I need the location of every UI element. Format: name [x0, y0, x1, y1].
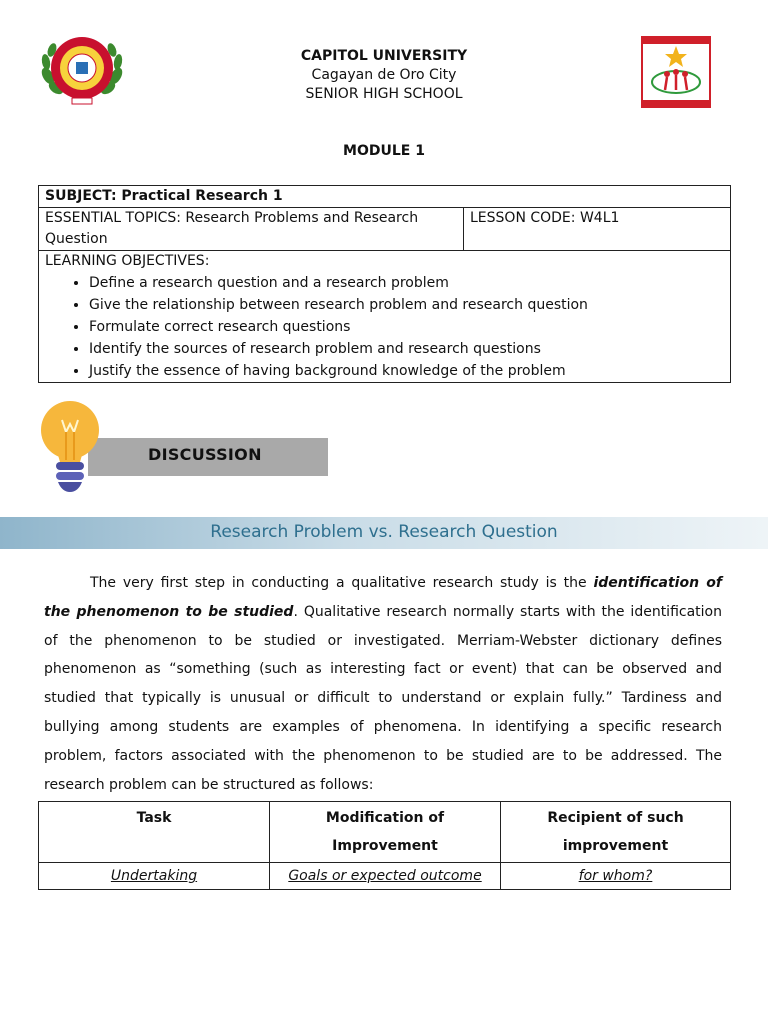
- objective-item: • Justify the essence of having background knowledge of the problem: [89, 360, 724, 382]
- paragraph-text-1: The very first step in conducting a qualitative research study is the: [90, 575, 594, 591]
- city-name: Cagayan de Oro City: [311, 67, 457, 83]
- discussion-label: DISCUSSION: [148, 445, 262, 464]
- objective-item: • Give the relationship between research problem and research question: [89, 294, 724, 316]
- table-header-recipient: Recipient of such improvement: [501, 802, 731, 863]
- essential-topics-cell: ESSENTIAL TOPICS: Research Problems and Research Question: [39, 208, 464, 251]
- table-header-modification: Modification of Improvement: [270, 802, 501, 863]
- objective-item: • Define a research question and a research problem: [89, 272, 724, 294]
- school-name: SENIOR HIGH SCHOOL: [305, 86, 463, 102]
- body-paragraph: [44, 569, 722, 799]
- lightbulb-icon: [38, 398, 104, 498]
- paragraph-emphasis: identification of the phenomenon to be studied: [44, 575, 722, 620]
- module-title: MODULE 1: [343, 143, 425, 159]
- paragraph-text-2: . Qualitative research normally starts with the identification of the phenomenon to be studied or investigated. Merriam-Webster dictionary defines phenomenon as “something (such as interesting fact or event) that can be observed and studied that typically is unusual or difficult to understand or explain fully.” Tardiness and bullying among students are examples of phenomena. In identifying a specific research problem, factors associated with the phenomenon to be studied are to be addressed. The research problem can be structured as follows:: [44, 603, 722, 793]
- table-cell-undertaking: Undertaking: [39, 863, 270, 890]
- subject-cell: SUBJECT: Practical Research 1: [39, 186, 731, 208]
- objective-item: • Formulate correct research questions: [89, 316, 724, 338]
- lesson-code-cell: LESSON CODE: W4L1: [464, 208, 731, 251]
- learning-objectives-cell: [39, 251, 731, 383]
- university-name: CAPITOL UNIVERSITY: [300, 48, 468, 64]
- table-cell-recipient: for whom?: [501, 863, 731, 890]
- capitol-university-seal-icon: [36, 26, 128, 108]
- school-header: [184, 46, 584, 104]
- research-problem-structure-table: [38, 801, 731, 890]
- table-header-task: Task: [39, 802, 270, 863]
- objectives-list: [45, 272, 724, 382]
- subject-info-table: [38, 185, 731, 383]
- section-title: Research Problem vs. Research Question: [210, 522, 558, 542]
- table-cell-goals: Goals or expected outcome: [270, 863, 501, 890]
- basic-education-department-logo-icon: [641, 36, 711, 108]
- learning-objectives-label: LEARNING OBJECTIVES:: [45, 253, 210, 269]
- objective-item: • Identify the sources of research problem and research questions: [89, 338, 724, 360]
